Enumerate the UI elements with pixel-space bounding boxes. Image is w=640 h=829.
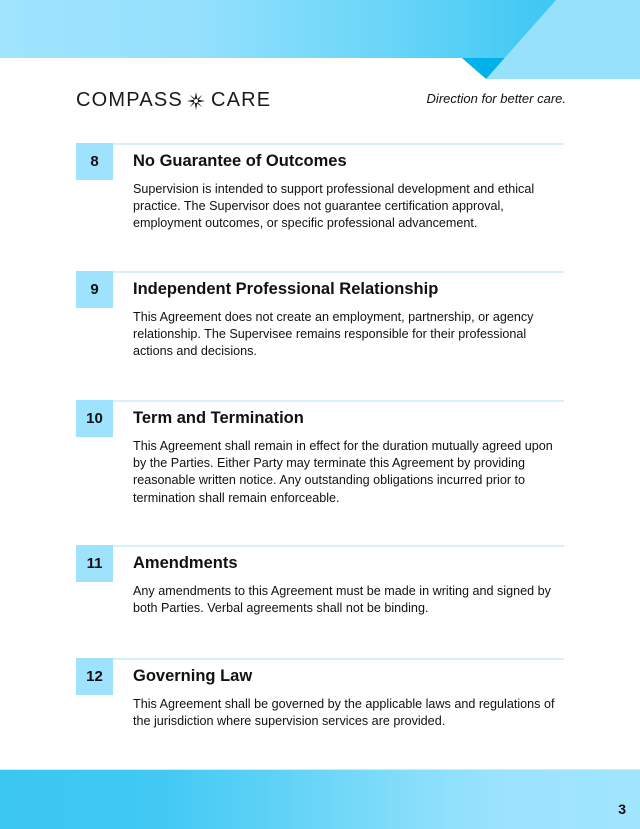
brand-name-left: COMPASS xyxy=(76,89,183,111)
compass-star-icon xyxy=(187,92,205,110)
section-divider xyxy=(113,400,564,402)
section-number: 9 xyxy=(76,271,113,308)
section-title: Amendments xyxy=(133,554,238,572)
brand-logo xyxy=(76,89,271,112)
section-title: No Guarantee of Outcomes xyxy=(133,152,347,170)
footer-band xyxy=(0,769,640,829)
section-number: 10 xyxy=(76,400,113,437)
section-number: 12 xyxy=(76,658,113,695)
section-divider xyxy=(113,271,564,273)
header-decoration xyxy=(0,0,640,82)
section-body: This Agreement shall be governed by the applicable laws and regulations of the jurisdiction where supervision services are provided. xyxy=(133,697,555,729)
brand-name-right: CARE xyxy=(210,89,272,111)
section-number: 11 xyxy=(76,545,113,582)
section-body: This Agreement shall remain in effect for the duration mutually agreed upon by the Parties. Either Party may terminate this Agreement by providing reasonable written notice. Any outstanding obligations incurred prior to termination shall remain enforceable. xyxy=(133,439,553,505)
section-divider xyxy=(113,658,564,660)
section-title: Governing Law xyxy=(133,667,253,685)
section-title: Term and Termination xyxy=(133,409,304,427)
page-number: 3 xyxy=(618,801,626,817)
section-number: 8 xyxy=(76,143,113,180)
section-body: This Agreement does not create an employment, partnership, or agency relationship. The Supervisee remains responsible for their professional actions and decisions. xyxy=(133,310,534,359)
section-title: Independent Professional Relationship xyxy=(133,280,439,298)
tagline: Direction for better care. xyxy=(426,91,566,106)
section-body: Any amendments to this Agreement must be made in writing and signed by both Parties. Verbal agreements shall not be binding. xyxy=(133,584,551,616)
section-divider xyxy=(113,545,564,547)
section-divider xyxy=(113,143,564,145)
section-body: Supervision is intended to support professional development and ethical practice. The Supervisor does not guarantee certification approval, employment outcomes, or specific professional advancement. xyxy=(133,182,535,231)
